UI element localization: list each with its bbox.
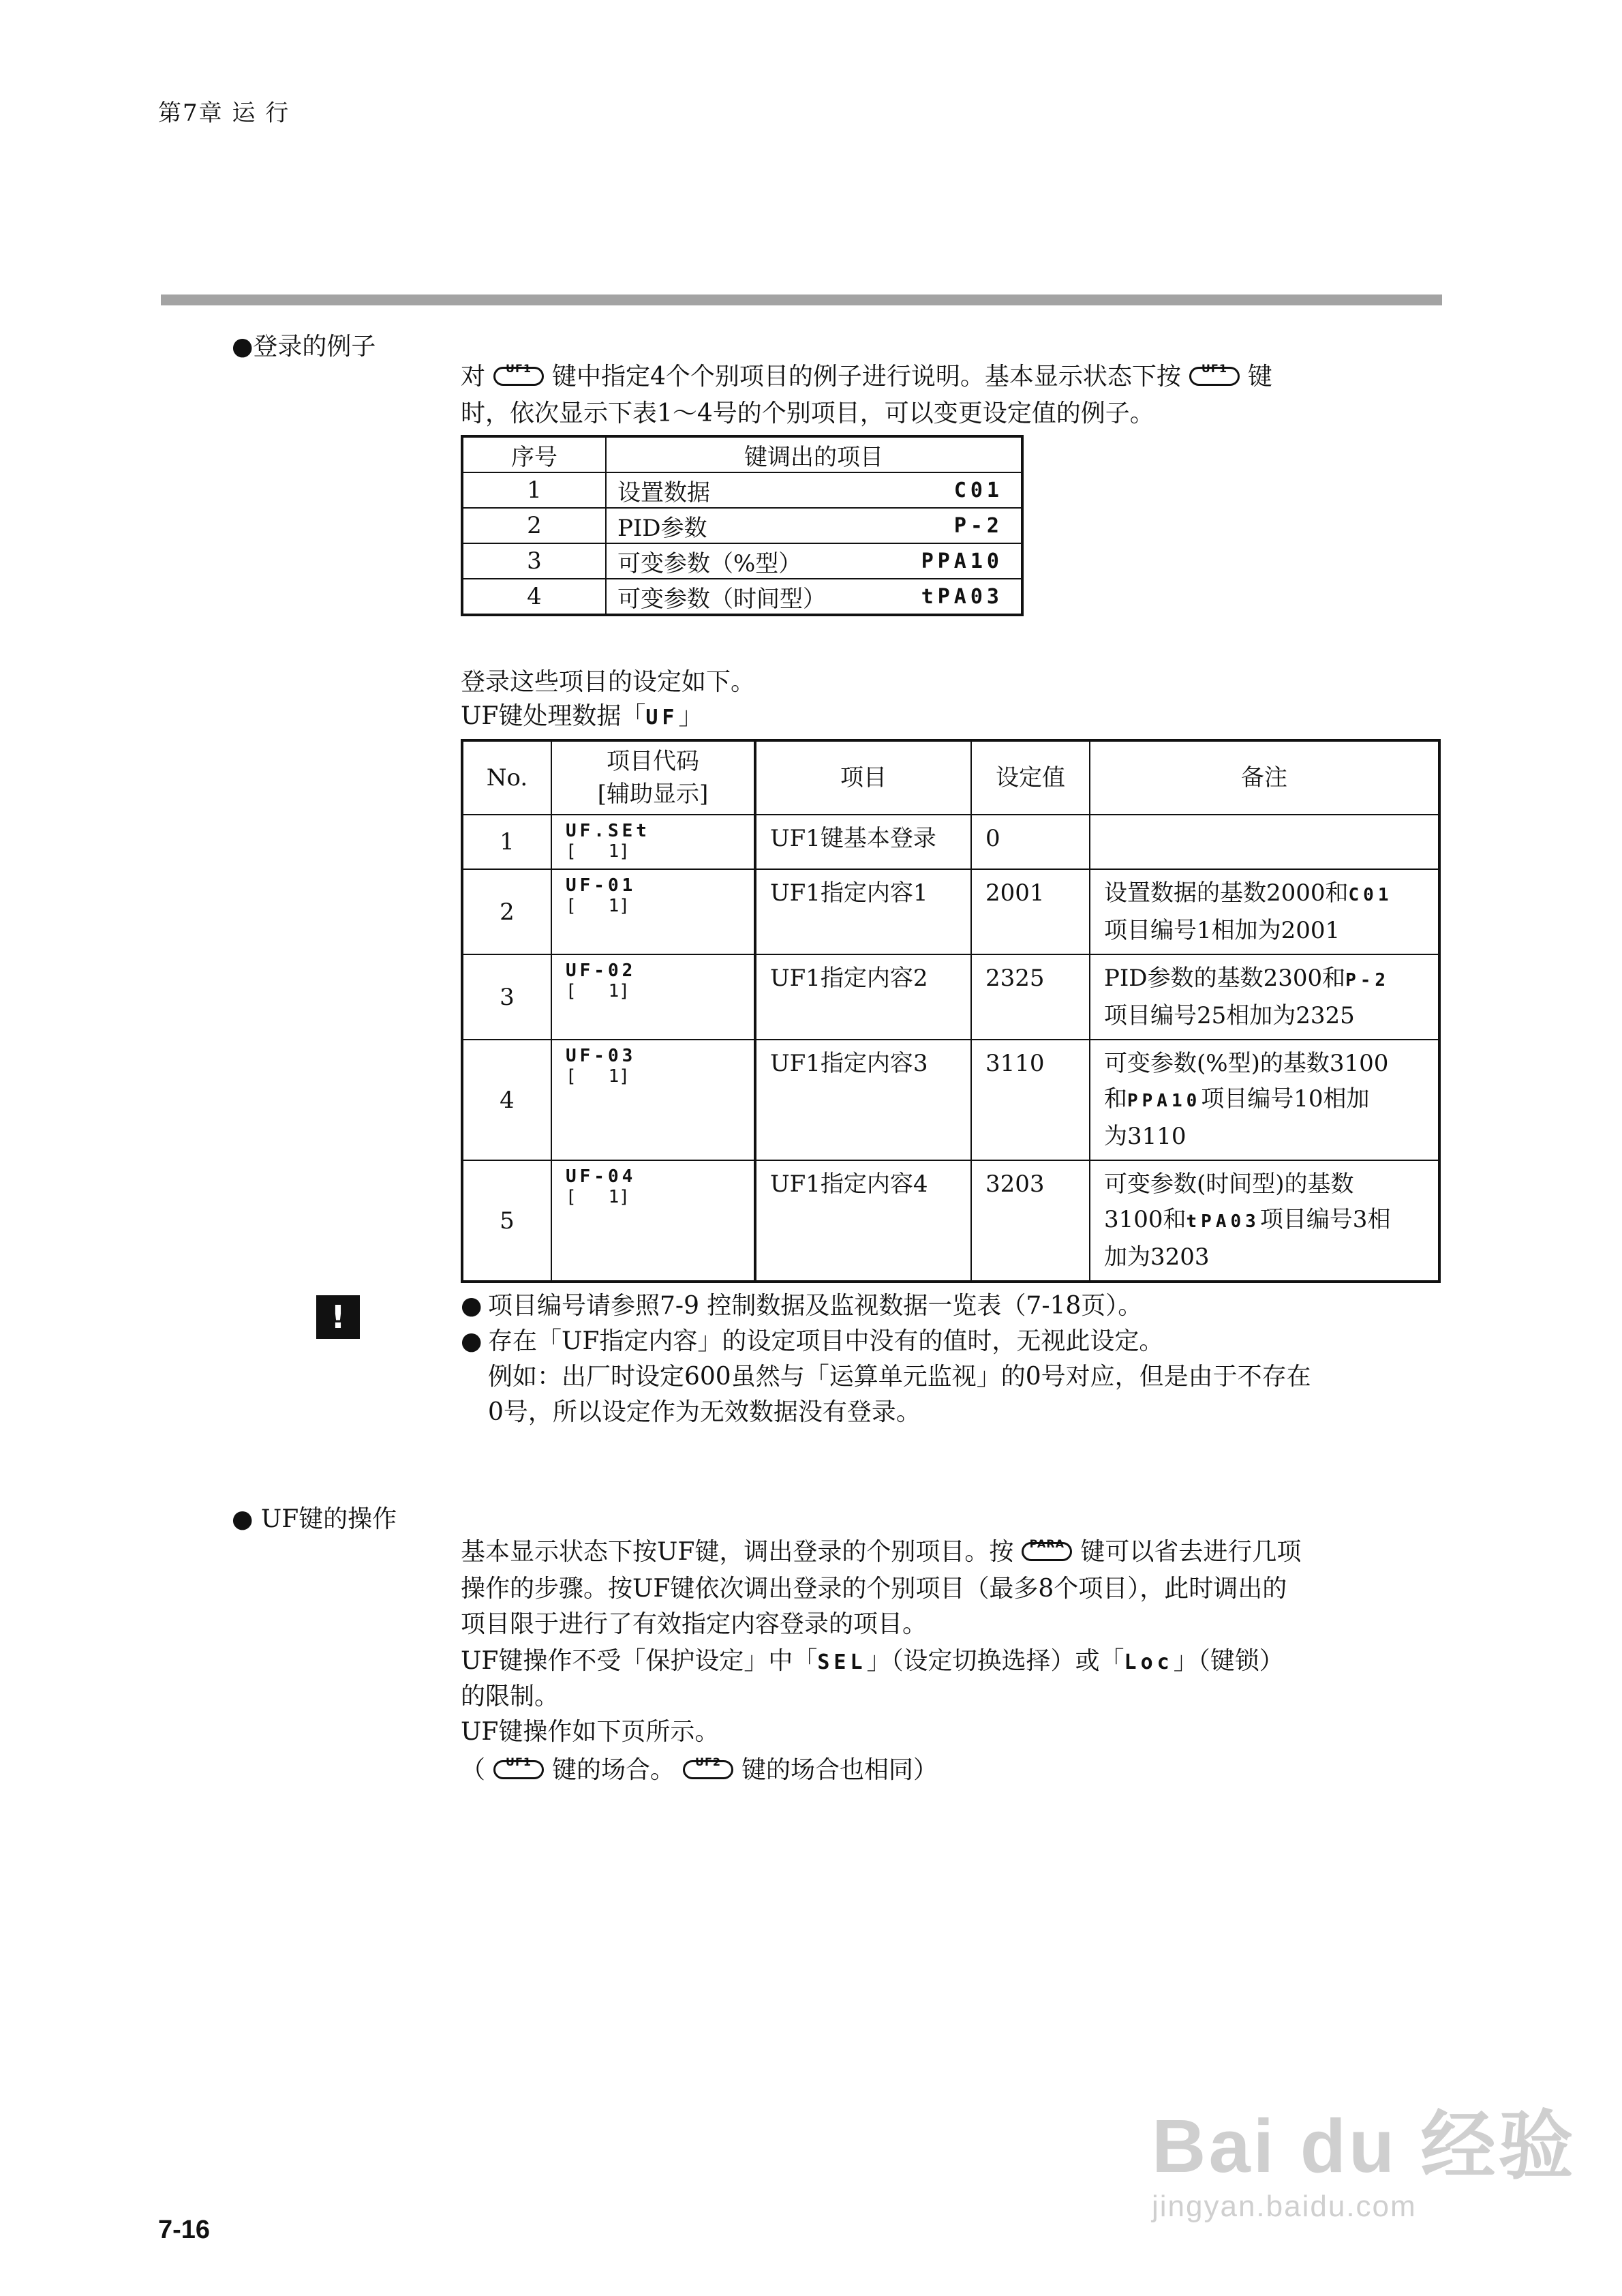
chapter-header: 第7章 运 行	[158, 100, 290, 127]
segment-code: C01	[953, 478, 1003, 502]
remark-text: 项目编号1相加为2001	[1104, 917, 1341, 944]
segment-code: C01	[1348, 885, 1393, 905]
uf-op-line-7	[461, 1752, 938, 1789]
uf1-key-icon	[492, 1755, 545, 1781]
remark-text: 设置数据的基数2000和	[1104, 879, 1349, 907]
key-items-table	[461, 435, 1024, 616]
intro-line-1	[461, 359, 1272, 395]
remark-text: 为3110	[1104, 1123, 1187, 1150]
section-title-registration-example: ●登录的例子	[232, 333, 376, 361]
segment-code: PPA10	[921, 549, 1003, 573]
aux-display: [ 1]	[566, 896, 630, 916]
uf-op-text: 键可以省去进行几项	[1080, 1538, 1302, 1566]
uf-key-data-table	[461, 739, 1441, 1283]
intro-text-a: 对	[461, 363, 486, 391]
uf-op-text: 」（设定切换选择）或「	[866, 1647, 1124, 1675]
remark-text: 和	[1104, 1085, 1127, 1113]
row-code-cell	[551, 1040, 755, 1160]
uf-op-line-2: 操作的步骤。按UF键依次调出登录的个别项目（最多8个项目），此时调出的	[461, 1575, 1287, 1603]
row-item-label: 设置数据	[617, 479, 710, 507]
row-no: 4	[462, 1040, 551, 1160]
header-item-code-l1: 项目代码	[607, 748, 699, 775]
row-no: 1	[462, 815, 551, 869]
uf-data-label	[461, 698, 703, 736]
table-row	[462, 472, 1022, 508]
row-value: 3203	[971, 1160, 1090, 1282]
header-item-code-l2: [辅助显示]	[597, 781, 709, 808]
key-cap-label: UF1	[505, 1755, 532, 1768]
table-row	[462, 579, 1022, 615]
warning-icon: !	[316, 1295, 360, 1339]
remark-text: 项目编号25相加为2325	[1104, 1002, 1355, 1029]
table-row	[462, 1160, 1439, 1282]
row-item-cell	[606, 579, 1022, 615]
key-cap-label: UF1	[1201, 362, 1227, 375]
segment-code: tPA03	[1186, 1211, 1260, 1232]
header-item: 项目	[755, 740, 971, 815]
uf-op-line-4	[461, 1643, 1284, 1681]
row-item: UF1指定内容1	[755, 869, 971, 954]
remark-text: 项目编号10相加	[1201, 1085, 1370, 1113]
note-list	[461, 1288, 1311, 1430]
header-remark: 备注	[1090, 740, 1439, 815]
segment-code: P-2	[953, 513, 1003, 538]
list-item: ● 存在「UF指定内容」的设定项目中没有的值时，无视此设定。	[461, 1327, 1164, 1355]
uf-op-text: 」（键锁）	[1173, 1647, 1284, 1675]
table-header-row	[462, 740, 1439, 815]
para-key-icon	[1020, 1537, 1073, 1562]
row-value: 3110	[971, 1040, 1090, 1160]
row-no: 5	[462, 1160, 551, 1282]
list-item: ● 项目编号请参照7-9 控制数据及监视数据一览表（7-18页）。	[461, 1292, 1143, 1320]
row-item: UF1指定内容4	[755, 1160, 971, 1282]
table-row	[462, 815, 1439, 869]
uf-op-text: （	[461, 1756, 486, 1784]
row-item: UF1键基本登录	[755, 815, 971, 869]
table-row	[462, 508, 1022, 543]
row-item-label: 可变参数（时间型）	[617, 585, 826, 613]
remark-text: 可变参数(时间型)的基数	[1104, 1170, 1354, 1198]
uf-op-line-6: UF键操作如下页所示。	[461, 1718, 720, 1746]
segment-code: Loc	[1124, 1650, 1174, 1674]
remark-text: PID参数的基数2300和	[1104, 965, 1346, 992]
key-cap-label: PARA	[1029, 1537, 1065, 1550]
header-serial-no: 序号	[462, 436, 606, 472]
row-item: UF1指定内容3	[755, 1040, 971, 1160]
row-item: UF1指定内容2	[755, 954, 971, 1040]
remark-text: 项目编号3相	[1259, 1206, 1391, 1233]
aux-display: [ 1]	[566, 841, 630, 862]
row-code-cell	[551, 954, 755, 1040]
aux-display: [ 1]	[566, 981, 630, 1001]
row-remark	[1090, 1040, 1439, 1160]
remark-text: 可变参数(%型)的基数3100	[1104, 1050, 1389, 1077]
row-remark	[1090, 869, 1439, 954]
header-item-code	[551, 740, 755, 815]
segment-code: UF-01	[566, 875, 637, 896]
uf-op-text: UF键操作不受「保护设定」中「	[461, 1647, 818, 1675]
row-item-label: PID参数	[617, 514, 707, 542]
header-rule	[161, 294, 1442, 305]
table-row	[462, 869, 1439, 954]
note-text: 例如：出厂时设定600虽然与「运算单元监视」的0号对应，但是由于不存在	[488, 1363, 1311, 1391]
row-no: 1	[462, 472, 606, 508]
uf-op-line-3: 项目限于进行了有效指定内容登录的项目。	[461, 1610, 928, 1638]
uf-data-label-close: 」	[678, 702, 703, 730]
after-table-text: 登录这些项目的设定如下。	[461, 668, 756, 696]
uf-op-text: 基本显示状态下按UF键，调出登录的个别项目。按	[461, 1538, 1014, 1566]
segment-code: UF.SEt	[566, 821, 650, 841]
intro-line-2: 时，依次显示下表1～4号的个别项目，可以变更设定值的例子。	[461, 399, 1154, 427]
segment-code: P-2	[1345, 970, 1390, 991]
uf1-key-icon	[1188, 362, 1241, 387]
row-remark	[1090, 1160, 1439, 1282]
segment-code: PPA10	[1127, 1091, 1202, 1111]
note-text: 存在「UF指定内容」的设定项目中没有的值时，无视此设定。	[488, 1327, 1164, 1355]
remark-text: 加为3203	[1104, 1243, 1210, 1271]
table-header-row	[462, 436, 1022, 472]
segment-code: SEL	[817, 1650, 867, 1674]
uf1-key-icon	[492, 362, 545, 387]
note-text: 0号，所以设定作为无效数据没有登录。	[488, 1398, 921, 1426]
row-value: 2325	[971, 954, 1090, 1040]
key-cap-label: UF2	[695, 1755, 722, 1768]
uf-op-text: 键的场合也相同）	[741, 1756, 938, 1784]
segment-code: UF	[645, 706, 679, 729]
uf-data-label-text: UF键处理数据「	[461, 702, 646, 730]
row-item-cell	[606, 543, 1022, 579]
intro-text-b: 键中指定4个个别项目的例子进行说明。基本显示状态下按	[552, 363, 1181, 391]
row-value: 2001	[971, 869, 1090, 954]
row-code-cell	[551, 1160, 755, 1282]
header-no: No.	[462, 740, 551, 815]
uf-op-line-5: 的限制。	[461, 1682, 560, 1710]
table-row	[462, 954, 1439, 1040]
row-code-cell	[551, 869, 755, 954]
row-no: 3	[462, 954, 551, 1040]
page-number: 7-16	[158, 2216, 211, 2244]
segment-code: UF-02	[566, 961, 637, 981]
table-row	[462, 543, 1022, 579]
row-no: 2	[462, 508, 606, 543]
aux-display: [ 1]	[566, 1187, 630, 1207]
intro-text-c: 键	[1247, 363, 1272, 391]
header-called-item: 键调出的项目	[606, 436, 1022, 472]
segment-code: UF-03	[566, 1046, 637, 1066]
segment-code: UF-04	[566, 1166, 637, 1187]
aux-display: [ 1]	[566, 1066, 630, 1087]
row-item-label: 可变参数（%型）	[617, 549, 802, 577]
key-cap-label: UF1	[505, 362, 532, 375]
uf-op-text: 键的场合。	[552, 1756, 675, 1784]
row-no: 2	[462, 869, 551, 954]
row-no: 3	[462, 543, 606, 579]
row-value: 0	[971, 815, 1090, 869]
row-no: 4	[462, 579, 606, 615]
uf2-key-icon	[682, 1755, 735, 1781]
section-title-uf-key-operation: ● UF键的操作	[232, 1505, 397, 1533]
watermark-logo-text: Bai du 经验	[1152, 2104, 1576, 2188]
header-value: 设定值	[971, 740, 1090, 815]
baidu-watermark	[1152, 2086, 1576, 2224]
row-code-cell	[551, 815, 755, 869]
remark-text: 3100和	[1104, 1206, 1187, 1233]
row-remark	[1090, 815, 1439, 869]
row-remark	[1090, 954, 1439, 1040]
note-text: 项目编号请参照7-9 控制数据及监视数据一览表（7-18页）。	[488, 1292, 1143, 1320]
row-item-cell	[606, 508, 1022, 543]
watermark-url: jingyan.baidu.com	[1152, 2190, 1417, 2223]
segment-code: tPA03	[921, 584, 1003, 609]
row-item-cell	[606, 472, 1022, 508]
uf-op-line-1	[461, 1534, 1301, 1571]
table-row	[462, 1040, 1439, 1160]
